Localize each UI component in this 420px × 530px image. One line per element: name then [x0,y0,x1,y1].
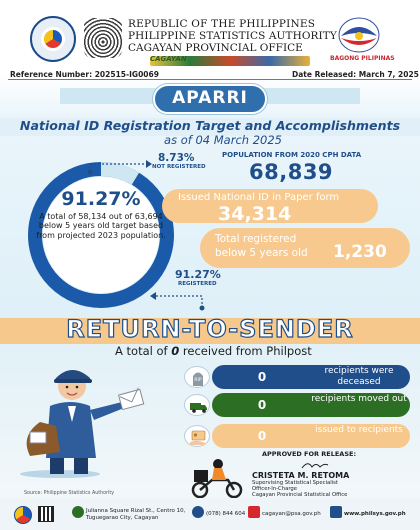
registered-callout-percent: 91.27% [175,268,221,281]
cagayan-banner-text: CAGAYAN [150,55,187,63]
registered-percent: 91.27% [61,188,141,210]
not-registered-label: NOT REGISTERED [152,164,206,170]
signatory-name: CRISTETA M. RETOMA [252,471,350,480]
registered-below5-label: Total registered below 5 years old [215,233,308,259]
registered-pointer [148,292,208,312]
bagong-pilipinas-text: BAGONG PILIPINAS [330,55,395,62]
date-released [292,70,419,79]
rts-sub-pre: A total of [115,344,172,358]
rts-row-value: 0 [257,398,267,412]
rts-row-label: recipients were deceased [324,366,394,387]
rts-sub-num: 0 [171,344,180,358]
rts-row-label: issued to recipients [315,425,403,435]
date-value: March 7, 2025 [358,70,419,79]
footer-phone: (078) 844 604 [206,511,246,517]
agency-line-2: PHILIPPINE STATISTICS AUTHORITY [128,30,337,42]
footer-address: Julianna Square Rizal St., Centro 10, Tuguegarao City, Cagayan [86,508,186,521]
rts-row-moved-out [212,393,410,417]
signatory-position-line: Supervising Statistical Specialist [252,480,339,486]
signatory-position-line: Officer-In-Charge [252,486,298,493]
qr-code-icon [38,506,54,522]
moving-truck-icon [184,394,210,416]
not-registered-percent: 8.73% [158,152,195,164]
psa-seal-icon [30,16,76,62]
registered-callout-label: REGISTERED [178,281,217,287]
reference-label: Reference Number: [10,70,93,79]
website-icon [330,506,342,518]
page-subtitle: as of 04 March 2025 [164,133,282,147]
date-label: Date Released: [292,70,357,79]
mailman-illustration-icon [10,348,170,478]
agency-line-1: REPUBLIC OF THE PHILIPPINES [128,18,316,30]
divider [8,79,412,80]
signatory-position-line: Cagayan Provincial Statistical Office [252,492,348,499]
rip-tombstone-icon [184,366,210,388]
rts-row-deceased [212,365,410,389]
rts-title: RETURN-TO-SENDER [66,315,354,343]
registered-description: A total of 58,134 out of 63,694 below 5 years old target based from projected 2023 population. [36,212,166,240]
rts-row-label: recipients moved out [311,394,407,404]
reference-value: 202515-IG0069 [94,70,159,79]
not-registered-pointer [84,158,154,176]
id-card-hand-icon [184,425,210,447]
donut-center-text [36,188,166,240]
fingerprint-logo-icon [84,18,122,58]
paper-id-value: 34,314 [218,203,292,225]
rts-row-value: 0 [257,429,267,443]
agency-header [128,18,338,54]
registered-below5-value: 1,230 [333,242,387,262]
paper-id-label: Issued National ID in Paper form [178,192,340,203]
location-title: APARRI [172,88,248,108]
approval-label: APPROVED FOR RELEASE: [262,450,357,458]
location-pin-icon [72,506,84,518]
reference-number [10,70,159,79]
rts-sub-post: received from Philpost [179,344,312,358]
email-icon [248,506,260,518]
footer-website[interactable]: www.philsys.gov.ph [344,511,406,517]
population-label: POPULATION FROM 2020 CPH DATA [222,151,362,159]
rts-row-issued [212,424,410,448]
signature-icon [300,459,330,471]
population-value: 68,839 [249,160,334,184]
delivery-motorcycle-icon [188,454,248,500]
footer-email: cagayan@psa.gov.ph [262,511,321,517]
bagong-pilipinas-logo-icon [337,16,381,54]
source-note: Source: Philippine Statistics Authority [24,491,115,496]
svg-text:RIP: RIP [194,378,202,383]
page-title: National ID Registration Target and Accomplishments [19,118,401,133]
rts-row-value: 0 [257,370,267,384]
psa-footer-logo-icon [14,506,32,524]
agency-line-3: CAGAYAN PROVINCIAL OFFICE [128,42,303,54]
phone-icon [192,506,204,518]
